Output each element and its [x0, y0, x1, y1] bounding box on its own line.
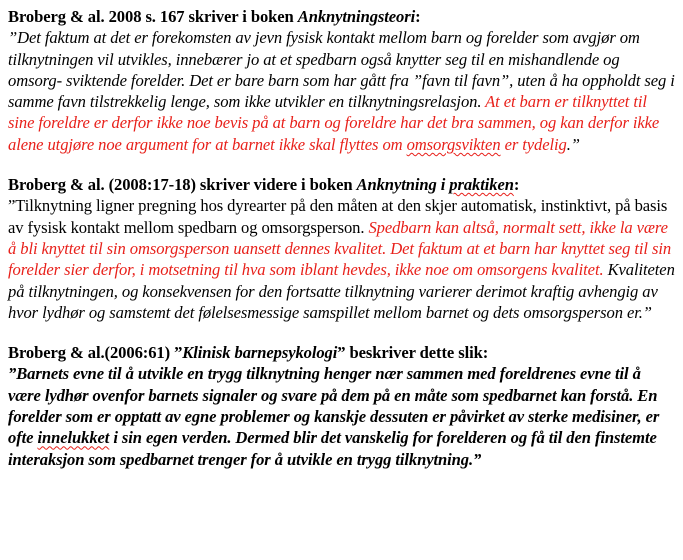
highlighted-quote-text-end: er tydelig [500, 134, 567, 154]
highlighted-quote-text: Spedbarn kan altså, normalt sett, ikke la være å bli knyttet til sin omsorgsperson uansett dennes kvalitet. Det faktum at et barn har knyttet seg til sin forelder sier derfor, i motsetning til hva som iblant hevdes, ikke noe om omsorgens kvalitet. [8, 217, 672, 280]
book-title: Anknytningsteori [297, 7, 416, 26]
highlighted-quote-text: At et barn er tilknyttet til sine foreldre er derfor ikke noe bevis på at barn og foreldre har det bra sammen, og kan derfor ikke alene utgjøre noe argument for at barnet ikke skal flyttes om [8, 92, 660, 154]
citation-heading-text: Broberg & al. 2008 s. 167 skriver i boken [8, 7, 298, 26]
quote-closing: .” [566, 134, 580, 154]
quote-block-klinisk-barnepsykologi [8, 342, 675, 470]
citation-heading [8, 343, 488, 362]
citation-heading-colon: : [513, 175, 520, 195]
citation-heading-tail: ” beskriver dette slik: [337, 343, 489, 363]
citation-heading [8, 7, 421, 26]
quote-text: ”Tilknytning ligner pregning hos dyrearter på den måten at den skjer automatisk, instinktivt, på basis av fysisk kontakt mellom spedbarn og omsorgsperson. [8, 196, 668, 237]
quote-block-anknytningsteori [8, 6, 675, 155]
quote-block-anknytning-i-praktiken [8, 174, 675, 323]
quote-text-continued: Kvaliteten på tilknytningen, og konsekvensen for den fortsatte tilknytning varierer derimot kraftig avhengig av hvor lydhør og samstemt det følelsesmessige samspillet mellom barnet og dets omsorgsperson er.” [8, 260, 675, 322]
spellcheck-underlined-word: praktiken [449, 175, 514, 195]
book-title: Klinisk barnepsykologi [182, 343, 338, 363]
book-title: Anknytning i [356, 175, 450, 195]
spellcheck-underlined-word: omsorgsvikten [406, 134, 501, 154]
citation-heading-text: Broberg & al. (2008:17-18) skriver videre i boken [8, 175, 357, 195]
spellcheck-underlined-word: innelukket [37, 428, 110, 448]
quote-text-continued: i sin egen verden. Dermed blir det vanskelig for forelderen og få til den finstemte interaksjon som spedbarnet trenger for å utvikle en trygg tilknytning.” [8, 428, 657, 469]
citation-heading-colon: : [415, 7, 421, 26]
quote-text: ”Barnets evne til å utvikle en trygg tilknytning henger nær sammen med foreldrenes evne til å være lydhør ovenfor barnets signaler og svare på dem på en måte som spedbarnet kan forstå. En forelder som er opptatt av egne problemer og kanskje dessuten er påvirket av sterke medisiner, er ofte [8, 364, 660, 448]
citation-heading [8, 175, 519, 194]
quote-text: ”Det faktum at det er forekomsten av jevn fysisk kontakt mellom barn og forelder som avgjør om tilknytningen vil utvikles, innebærer jo at et spedbarn også knytter seg til en mishandlende og omsorg- sviktende forelder. Det er bare barn som har gått fra ”favn til favn”, uten å ha oppholdt seg i samme favn tilstrekkelig lenge, som ikke utvikler en tilknytningsrelasjon. [8, 28, 675, 112]
citation-heading-text: Broberg & al.(2006:61) ” [8, 343, 183, 363]
